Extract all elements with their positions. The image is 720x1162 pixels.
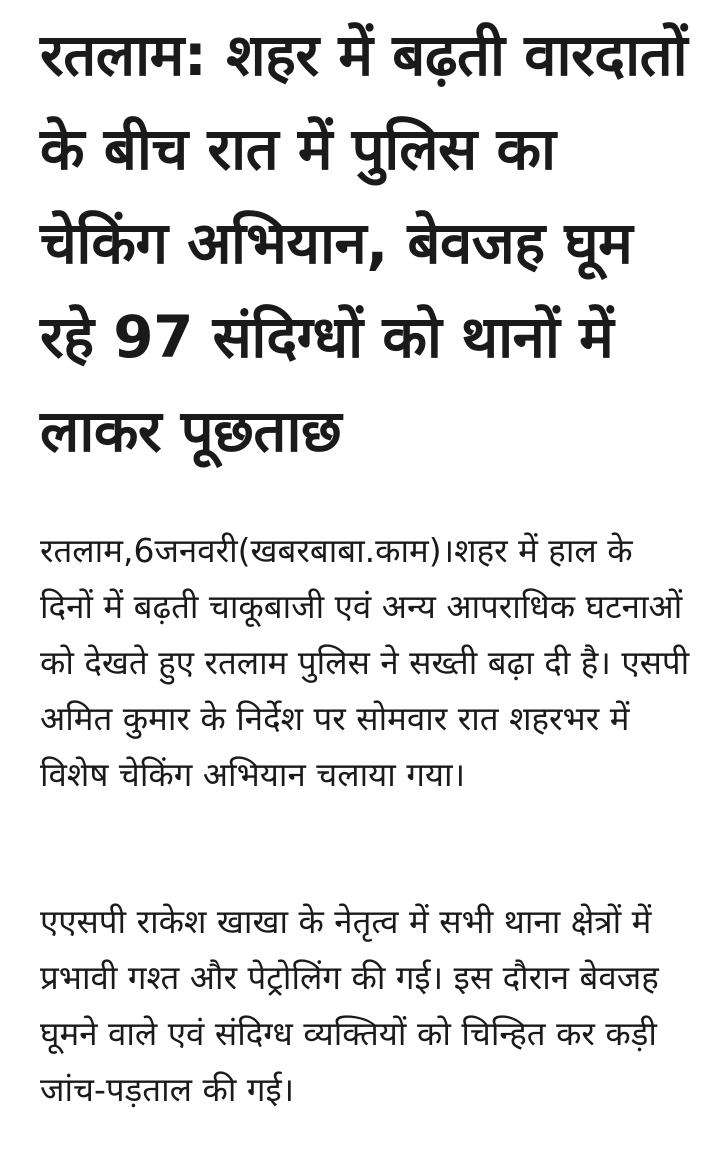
article-paragraph-1: रतलाम,6जनवरी(खबरबाबा.काम)।शहर में हाल के दिनों में बढ़ती चाकूबाजी एवं अन्य आपराधिक घटनाओं को देखते हुए रतलाम पुलिस ने सख्ती बढ़ा दी है। एसपी अमित कुमार के निर्देश पर सोमवार रात शहरभर में विशेष चेकिंग अभियान चलाया गया। xyxy=(40,531,690,794)
news-article xyxy=(40,8,690,1109)
article-headline: रतलाम: शहर में बढ़ती वारदातों के बीच रात में पुलिस का चेकिंग अभियान, बेवजह घूम रहे 97 संदिग्धों को थानों में लाकर पूछताछ xyxy=(40,21,688,465)
article-paragraph-2: एएसपी राकेश खाखा के नेतृत्व में सभी थाना क्षेत्रों में प्रभावी गश्त और पेट्रोलिंग की गई। इस दौरान बेवजह घूमने वाले एवं संदिग्ध व्यक्तियों को चिन्हित कर कड़ी जांच-पड़ताल की गई। xyxy=(40,902,659,1109)
